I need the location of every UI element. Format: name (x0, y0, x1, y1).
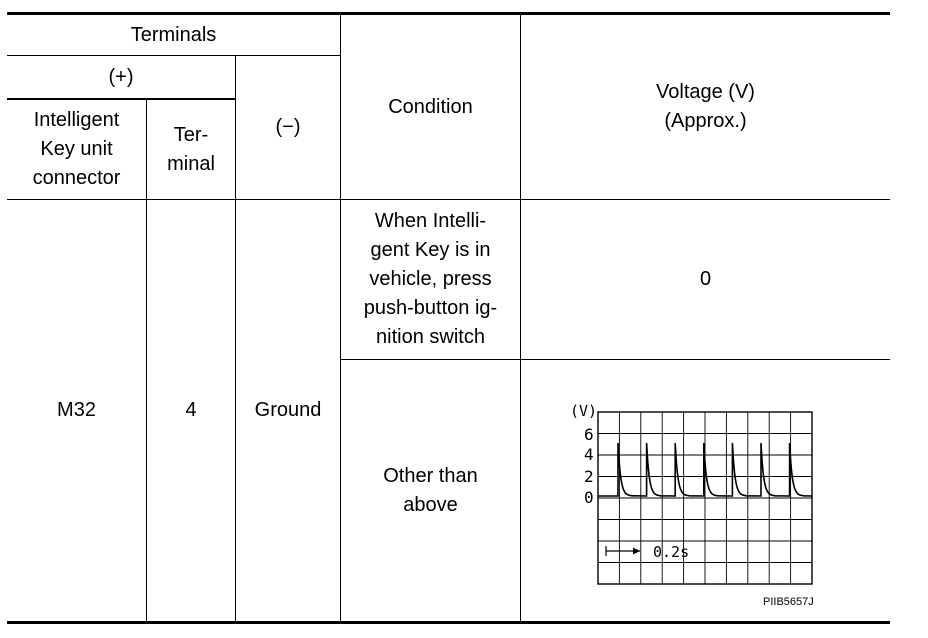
header-condition: Condition (388, 95, 473, 118)
cell-voltage-1: 0 (699, 268, 712, 290)
waveform-unit: (V) (570, 402, 598, 420)
cell-ground: Ground (254, 399, 322, 421)
header-connector: Intelligent Key unit connector (32, 109, 121, 189)
header-terminals: Terminals (130, 23, 217, 46)
header-plus: (+) (108, 65, 134, 88)
y-tick-4: 4 (584, 445, 594, 464)
cell-connector: M32 (57, 399, 96, 421)
y-tick-0: 0 (584, 488, 594, 507)
y-tick-2: 2 (584, 467, 594, 486)
header-voltage: Voltage (V) (Approx.) (656, 81, 755, 132)
bottom-rule (7, 621, 890, 624)
figure-code: PIIB5657J (763, 596, 814, 608)
header-terminal: Ter- minal (167, 123, 215, 175)
y-tick-6: 6 (584, 425, 594, 444)
time-scale-label: 0.2s (653, 543, 690, 561)
cell-terminal: 4 (185, 399, 197, 421)
oscilloscope-waveform (540, 396, 820, 596)
time-scale-arrow (606, 546, 640, 556)
waveform-grid (598, 412, 812, 584)
header-minus: (−) (275, 116, 301, 138)
cell-condition-1: When Intelli- gent Key is in vehicle, press push-button ig- nition switch (363, 210, 498, 348)
cell-condition-2: Other than above (383, 464, 478, 516)
